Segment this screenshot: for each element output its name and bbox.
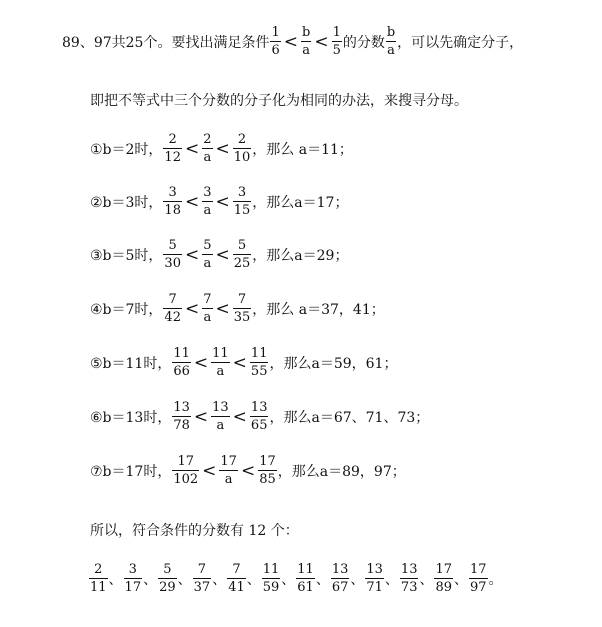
separator: 、 (384, 571, 399, 588)
separator: 、 (212, 571, 227, 588)
fraction-numerator: 11 (173, 346, 190, 361)
fraction-denominator: 97 (470, 580, 487, 595)
fraction-numerator: 13 (331, 562, 349, 577)
fraction-numerator: 17 (220, 454, 237, 469)
case-label: ①b＝2时， (90, 141, 163, 158)
fraction (211, 347, 230, 378)
fraction-denominator: 102 (173, 472, 199, 487)
separator: 、 (281, 571, 296, 588)
fraction-denominator: 29 (159, 580, 176, 595)
fraction-denominator: a (387, 43, 395, 58)
fraction (163, 186, 182, 217)
fraction-denominator: 5 (332, 43, 341, 58)
fraction-numerator: 5 (237, 238, 247, 253)
fraction-denominator: a (302, 43, 311, 58)
case-result: ，那么a＝89，97； (277, 463, 406, 480)
case-row (90, 455, 406, 486)
less-than-sign: < (232, 406, 247, 427)
fraction (202, 186, 212, 217)
fraction-denominator: a (224, 472, 233, 487)
fraction (202, 293, 212, 324)
separator: 、 (419, 571, 434, 588)
fraction-numerator: 3 (203, 185, 212, 200)
case-label: ⑦b＝17时， (90, 463, 172, 480)
fraction-numerator: 13 (250, 400, 268, 415)
less-than-sign: < (215, 138, 230, 159)
fraction-numerator: 5 (168, 238, 177, 253)
fraction-numerator: 7 (232, 562, 241, 577)
less-than-sign: < (215, 244, 230, 265)
case-label: ②b＝3时， (90, 194, 163, 211)
fraction (258, 455, 277, 486)
method-line (90, 90, 468, 110)
case-row (90, 133, 353, 164)
fraction-numerator: 3 (237, 185, 247, 200)
fraction-denominator: 42 (164, 310, 181, 325)
fraction-denominator: 85 (259, 472, 276, 487)
case-label: ⑤b＝11时， (90, 355, 172, 372)
fraction (400, 563, 419, 594)
fraction (227, 563, 246, 594)
fraction-denominator: 37 (193, 580, 211, 595)
fraction-numerator: 17 (470, 562, 487, 577)
fraction-numerator: 7 (203, 292, 212, 307)
fraction-numerator: 2 (168, 132, 177, 147)
fraction-denominator: 89 (435, 580, 453, 595)
fraction (332, 26, 342, 57)
fraction-numerator: 3 (128, 562, 137, 577)
fraction-numerator: 13 (400, 562, 418, 577)
fraction-denominator: 15 (233, 203, 251, 218)
fraction-denominator: 18 (164, 203, 181, 218)
fraction-denominator: 6 (271, 43, 280, 58)
case-result: ，那么a＝67、71、73； (269, 409, 430, 426)
separator: 、 (246, 571, 261, 588)
less-than-sign: < (215, 298, 230, 319)
fraction-numerator: 2 (237, 132, 247, 147)
fraction-numerator: 7 (237, 292, 247, 307)
fraction-denominator: 61 (297, 580, 314, 595)
separator: 、 (108, 571, 123, 588)
fraction-numerator: 13 (212, 400, 229, 415)
fraction-denominator: 71 (366, 580, 383, 595)
fraction-denominator: a (216, 418, 225, 433)
fraction (250, 401, 269, 432)
fraction (163, 293, 182, 324)
fraction (163, 133, 182, 164)
fraction-denominator: 11 (90, 580, 107, 595)
fraction (89, 563, 108, 594)
fraction-numerator: 7 (168, 292, 177, 307)
fraction-denominator: 41 (228, 580, 245, 595)
intro-suffix: ，可以先确定分子， (397, 34, 524, 51)
fraction (270, 26, 280, 57)
fraction-numerator: 5 (203, 238, 212, 253)
intro-prefix: 89、97共25个。要找出满足条件 (62, 34, 270, 51)
fraction (158, 563, 177, 594)
fraction-numerator: 5 (163, 562, 172, 577)
less-than-sign: < (314, 31, 329, 52)
fraction (219, 455, 238, 486)
fraction (172, 455, 199, 486)
fraction-numerator: 11 (297, 562, 314, 577)
fraction (233, 293, 252, 324)
fraction (202, 133, 212, 164)
fraction-denominator: 12 (164, 150, 181, 165)
fraction-denominator: 73 (400, 580, 418, 595)
separator: 、 (454, 571, 469, 588)
case-row (90, 401, 429, 432)
case-row (90, 239, 348, 270)
fraction-denominator: 35 (233, 310, 251, 325)
less-than-sign: < (202, 460, 217, 481)
separator: 、 (350, 571, 365, 588)
fraction-numerator: 17 (259, 454, 276, 469)
less-than-sign: < (184, 298, 200, 319)
less-than-sign: < (193, 352, 209, 373)
fraction (163, 239, 182, 270)
fraction-numerator: 2 (203, 132, 212, 147)
fraction (124, 563, 143, 594)
fraction-denominator: 78 (173, 418, 190, 433)
case-row (90, 186, 348, 217)
fraction (211, 401, 230, 432)
fraction-denominator: 10 (233, 150, 251, 165)
fraction-numerator: 11 (212, 346, 229, 361)
less-than-sign: < (184, 244, 200, 265)
less-than-sign: < (232, 352, 247, 373)
fraction-denominator: 17 (124, 580, 142, 595)
fraction-denominator: 55 (250, 364, 268, 379)
fraction-numerator: b (301, 25, 311, 40)
fraction-numerator: 7 (197, 562, 207, 577)
fraction-numerator: 2 (94, 562, 103, 577)
case-label: ④b＝7时， (90, 301, 163, 318)
fraction-numerator: 1 (332, 25, 341, 40)
separator: 、 (315, 571, 330, 588)
method-text: 即把不等式中三个分数的分子化为相同的办法，来搜寻分母。 (90, 93, 468, 109)
end-mark: 。 (488, 571, 503, 588)
fraction-numerator: 3 (168, 185, 177, 200)
fraction-numerator: 13 (366, 562, 383, 577)
fraction-numerator: 17 (435, 562, 453, 577)
fraction (262, 563, 281, 594)
fraction-numerator: 17 (177, 454, 195, 469)
fraction (233, 133, 252, 164)
fraction (296, 563, 315, 594)
fraction-denominator: a (203, 203, 212, 218)
fraction-numerator: b (386, 25, 396, 40)
case-row (90, 347, 397, 378)
fraction-numerator: 1 (271, 25, 280, 40)
fraction (434, 563, 453, 594)
intro-line (62, 26, 523, 57)
fraction-numerator: 11 (250, 346, 268, 361)
intro-mid: 的分数 (342, 34, 385, 51)
fraction (172, 401, 191, 432)
fraction-denominator: a (203, 310, 212, 325)
less-than-sign: < (215, 191, 230, 212)
fraction (386, 26, 396, 57)
fraction (202, 239, 212, 270)
case-result: ，那么a＝59，61； (269, 355, 398, 372)
fraction-denominator: 67 (331, 580, 349, 595)
less-than-sign: < (283, 31, 298, 52)
less-than-sign: < (184, 191, 200, 212)
fraction-denominator: 65 (250, 418, 268, 433)
separator: 、 (177, 571, 192, 588)
fraction (233, 186, 252, 217)
fraction-denominator: a (203, 256, 212, 271)
separator: 、 (143, 571, 158, 588)
fraction-denominator: 30 (164, 256, 181, 271)
case-result: ，那么 a＝11； (252, 141, 353, 158)
less-than-sign: < (184, 138, 200, 159)
case-result: ，那么 a＝37，41； (252, 301, 385, 318)
fraction (469, 563, 488, 594)
fraction (250, 347, 269, 378)
fraction (193, 563, 212, 594)
final-fraction-list (88, 563, 503, 594)
case-result: ，那么a＝29； (252, 247, 349, 264)
fraction (301, 26, 311, 57)
case-result: ，那么a＝17； (252, 194, 349, 211)
fraction (233, 239, 252, 270)
fraction-numerator: 13 (173, 400, 190, 415)
fraction-denominator: a (216, 364, 225, 379)
case-label: ③b＝5时， (90, 247, 163, 264)
fraction (331, 563, 350, 594)
fraction-denominator: a (203, 150, 212, 165)
less-than-sign: < (240, 460, 256, 481)
case-label: ⑥b＝13时， (90, 409, 172, 426)
fraction (172, 347, 191, 378)
fraction (365, 563, 384, 594)
fraction-denominator: 25 (233, 256, 251, 271)
fraction-denominator: 59 (262, 580, 280, 595)
case-row (90, 293, 385, 324)
fraction-denominator: 66 (173, 364, 190, 379)
less-than-sign: < (193, 406, 209, 427)
summary-text: 所以，符合条件的分数有 12 个： (90, 523, 299, 539)
summary-line (90, 520, 299, 540)
fraction-numerator: 11 (262, 562, 280, 577)
